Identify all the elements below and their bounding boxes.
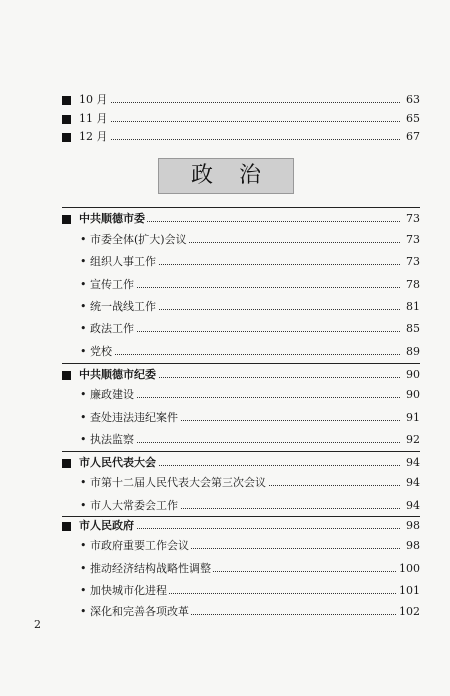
toc-entry-page: 98 xyxy=(404,537,420,555)
bullet-dot-icon: • xyxy=(80,255,87,268)
bullet-dot-icon: • xyxy=(80,345,87,358)
toc-item[interactable] xyxy=(0,497,450,515)
toc-item[interactable] xyxy=(0,603,450,621)
black-square-icon xyxy=(62,459,71,468)
bullet-dot-icon: • xyxy=(80,411,87,424)
bullet-dot-icon: • xyxy=(80,499,87,512)
chapter-banner: 政治 xyxy=(158,158,294,194)
toc-entry-page: 63 xyxy=(404,91,420,109)
toc-entry-page: 90 xyxy=(404,366,420,384)
black-square-icon xyxy=(62,115,71,124)
bullet-dot-icon: • xyxy=(80,322,87,335)
leader-dots xyxy=(80,139,400,140)
toc-section-title: 中共顺德市委 xyxy=(79,210,147,228)
toc-entry-page: 73 xyxy=(404,210,420,228)
toc-entry-label: 12 月 xyxy=(79,128,110,146)
toc-section-discipline-committee[interactable] xyxy=(0,366,450,384)
toc-entry-page: 89 xyxy=(404,343,420,361)
toc-item-label: 统一战线工作 xyxy=(90,298,158,316)
bullet-dot-icon: • xyxy=(80,388,87,401)
bullet-dot-icon: • xyxy=(80,539,87,552)
toc-entry-page: 65 xyxy=(404,110,420,128)
toc-item[interactable] xyxy=(0,582,450,600)
toc-item-label: 党校 xyxy=(90,343,114,361)
toc-item[interactable] xyxy=(0,231,450,249)
toc-entry-page: 91 xyxy=(404,409,420,427)
toc-item[interactable] xyxy=(0,253,450,271)
toc-entry-month-10[interactable] xyxy=(0,91,450,109)
toc-entry-page: 90 xyxy=(404,386,420,404)
toc-entry-page: 73 xyxy=(404,231,420,249)
black-square-icon xyxy=(62,215,71,224)
toc-item-label: 执法监察 xyxy=(90,431,136,449)
section-rule xyxy=(62,207,420,208)
toc-item-label: 市第十二届人民代表大会第三次会议 xyxy=(90,474,268,492)
toc-section-title: 市人民代表大会 xyxy=(79,454,158,472)
black-square-icon xyxy=(62,133,71,142)
toc-entry-label: 11 月 xyxy=(79,110,110,128)
bullet-dot-icon: • xyxy=(80,476,87,489)
bullet-dot-icon: • xyxy=(80,300,87,313)
toc-item[interactable] xyxy=(0,386,450,404)
bullet-dot-icon: • xyxy=(80,605,87,618)
toc-entry-page: 98 xyxy=(404,517,420,535)
toc-item[interactable] xyxy=(0,409,450,427)
leader-dots xyxy=(80,102,400,103)
toc-item-label: 推动经济结构战略性调整 xyxy=(90,560,213,578)
toc-entry-page: 81 xyxy=(404,298,420,316)
toc-section-title: 市人民政府 xyxy=(79,517,136,535)
toc-item[interactable] xyxy=(0,560,450,578)
toc-entry-page: 73 xyxy=(404,253,420,271)
toc-entry-page: 85 xyxy=(404,320,420,338)
bullet-dot-icon: • xyxy=(80,584,87,597)
toc-item-label: 市委全体(扩大)会议 xyxy=(90,231,189,249)
bullet-dot-icon: • xyxy=(80,233,87,246)
toc-item-label: 廉政建设 xyxy=(90,386,136,404)
black-square-icon xyxy=(62,371,71,380)
section-rule xyxy=(62,451,420,452)
toc-item-label: 市政府重要工作会议 xyxy=(90,537,191,555)
toc-entry-page: 94 xyxy=(404,497,420,515)
toc-section-peoples-congress[interactable] xyxy=(0,454,450,472)
page-number: 2 xyxy=(34,618,41,631)
toc-entry-page: 101 xyxy=(397,582,420,600)
section-rule xyxy=(62,363,420,364)
toc-item[interactable] xyxy=(0,343,450,361)
toc-item-label: 市人大常委会工作 xyxy=(90,497,180,515)
toc-item[interactable] xyxy=(0,474,450,492)
leader-dots xyxy=(90,354,400,355)
toc-entry-page: 92 xyxy=(404,431,420,449)
bullet-dot-icon: • xyxy=(80,562,87,575)
toc-section-title: 中共顺德市纪委 xyxy=(79,366,158,384)
toc-entry-page: 94 xyxy=(404,454,420,472)
toc-item[interactable] xyxy=(0,431,450,449)
toc-item[interactable] xyxy=(0,298,450,316)
bullet-dot-icon: • xyxy=(80,433,87,446)
toc-item-label: 政法工作 xyxy=(90,320,136,338)
toc-item-label: 查处违法违纪案件 xyxy=(90,409,180,427)
toc-item[interactable] xyxy=(0,320,450,338)
toc-item[interactable] xyxy=(0,276,450,294)
toc-entry-month-12[interactable] xyxy=(0,128,450,146)
toc-entry-page: 100 xyxy=(397,560,420,578)
leader-dots xyxy=(80,121,400,122)
toc-item-label: 深化和完善各项改革 xyxy=(90,603,191,621)
leader-dots xyxy=(90,397,400,398)
toc-entry-month-11[interactable] xyxy=(0,110,450,128)
bullet-dot-icon: • xyxy=(80,278,87,291)
toc-item-label: 宣传工作 xyxy=(90,276,136,294)
toc-section-cpc-committee[interactable] xyxy=(0,210,450,228)
toc-entry-page: 67 xyxy=(404,128,420,146)
leader-dots xyxy=(90,287,400,288)
toc-item-label: 加快城市化进程 xyxy=(90,582,169,600)
toc-entry-label: 10 月 xyxy=(79,91,110,109)
toc-entry-page: 78 xyxy=(404,276,420,294)
toc-section-peoples-government[interactable] xyxy=(0,517,450,535)
toc-entry-page: 102 xyxy=(397,603,420,621)
leader-dots xyxy=(90,331,400,332)
toc-entry-page: 94 xyxy=(404,474,420,492)
black-square-icon xyxy=(62,96,71,105)
black-square-icon xyxy=(62,522,71,531)
toc-item-label: 组织人事工作 xyxy=(90,253,158,271)
leader-dots xyxy=(90,442,400,443)
toc-item[interactable] xyxy=(0,537,450,555)
